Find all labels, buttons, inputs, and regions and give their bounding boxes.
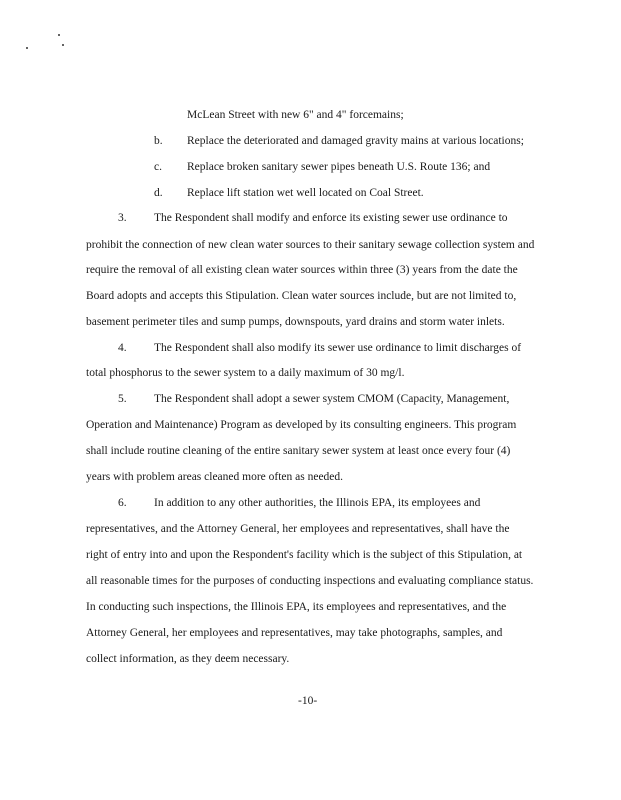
paragraph-line: all reasonable times for the purposes of conducting inspections and evaluating compliance status. xyxy=(86,575,534,587)
paragraph-line: The Respondent shall also modify its sewer use ordinance to limit discharges of xyxy=(154,342,522,354)
list-item-text: Replace lift station wet well located on Coal Street. xyxy=(187,187,424,199)
paragraph-line: In conducting such inspections, the Illinois EPA, its employees and representatives, and the xyxy=(86,601,507,613)
list-item-label: c. xyxy=(154,161,162,173)
paragraph-line: basement perimeter tiles and sump pumps, downspouts, yard drains and storm water inlets. xyxy=(86,316,505,328)
paragraph-line: years with problem areas cleaned more often as needed. xyxy=(86,471,344,483)
paragraph-line: shall include routine cleaning of the entire sanitary sewer system at least once every four (4) xyxy=(86,445,511,457)
paragraph-line: representatives, and the Attorney General, her employees and representatives, shall have the xyxy=(86,523,510,535)
paragraph-line: require the removal of all existing clean water sources within three (3) years from the date the xyxy=(86,264,518,276)
scan-speck xyxy=(62,44,64,46)
page-number: -10- xyxy=(298,695,318,707)
scan-speck xyxy=(58,34,60,36)
paragraph-number: 5. xyxy=(118,393,127,405)
continuation-line: McLean Street with new 6" and 4" forcemains; xyxy=(187,109,404,121)
paragraph-number: 6. xyxy=(118,497,127,509)
paragraph-line: Board adopts and accepts this Stipulation. Clean water sources include, but are not limited to, xyxy=(86,290,517,302)
scan-speck xyxy=(26,47,28,49)
paragraph-line: The Respondent shall adopt a sewer system CMOM (Capacity, Management, xyxy=(154,393,510,405)
list-item-label: b. xyxy=(154,135,163,147)
paragraph-line: right of entry into and upon the Respondent's facility which is the subject of this Stipulation, at xyxy=(86,549,523,561)
paragraph-line: In addition to any other authorities, the Illinois EPA, its employees and xyxy=(154,497,481,509)
paragraph-line: Attorney General, her employees and representatives, may take photographs, samples, and xyxy=(86,627,503,639)
list-item-label: d. xyxy=(154,187,163,199)
paragraph-number: 3. xyxy=(118,212,127,224)
paragraph-line: Operation and Maintenance) Program as developed by its consulting engineers. This program xyxy=(86,419,517,431)
paragraph-line: total phosphorus to the sewer system to a daily maximum of 30 mg/l. xyxy=(86,367,405,379)
paragraph-line: The Respondent shall modify and enforce its existing sewer use ordinance to xyxy=(154,212,508,224)
list-item-text: Replace the deteriorated and damaged gravity mains at various locations; xyxy=(187,135,524,147)
paragraph-number: 4. xyxy=(118,342,127,354)
paragraph-line: collect information, as they deem necessary. xyxy=(86,653,290,665)
list-item-text: Replace broken sanitary sewer pipes beneath U.S. Route 136; and xyxy=(187,161,491,173)
paragraph-line: prohibit the connection of new clean water sources to their sanitary sewage collection system and xyxy=(86,239,535,251)
